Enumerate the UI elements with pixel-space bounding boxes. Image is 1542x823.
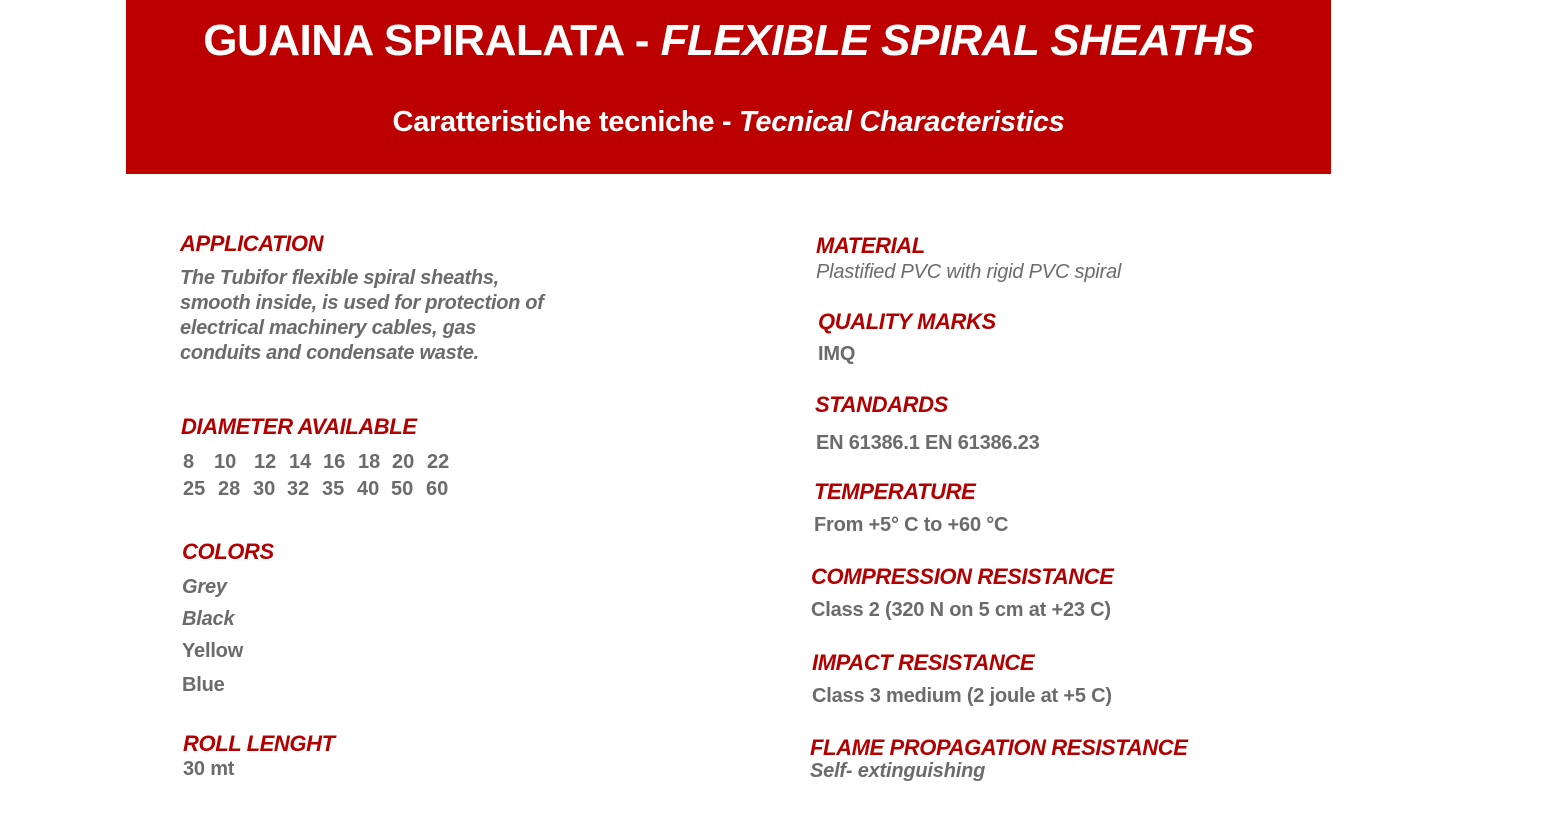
title-italian: GUAINA SPIRALATA - bbox=[203, 16, 661, 65]
diameter-value: 60 bbox=[426, 478, 449, 500]
diameter-value: 20 bbox=[392, 451, 415, 473]
diameter-value: 12 bbox=[254, 451, 277, 473]
temperature-value: From +5° C to +60 °C bbox=[814, 514, 1009, 536]
impact-resistance-value: Class 3 medium (2 joule at +5 C) bbox=[812, 685, 1112, 707]
compression-resistance-value: Class 2 (320 N on 5 cm at +23 C) bbox=[811, 599, 1111, 621]
temperature-heading: TEMPERATURE bbox=[814, 479, 976, 504]
standards-heading: STANDARDS bbox=[815, 392, 948, 417]
application-line: electrical machinery cables, gas bbox=[180, 317, 477, 339]
diameter-heading: DIAMETER AVAILABLE bbox=[181, 414, 417, 439]
diameter-value: 25 bbox=[183, 478, 206, 500]
application-line: conduits and condensate waste. bbox=[180, 342, 479, 364]
roll-length-value: 30 mt bbox=[183, 758, 235, 780]
title-english: FLEXIBLE SPIRAL SHEATHS bbox=[660, 16, 1254, 65]
diameter-value: 16 bbox=[323, 451, 346, 473]
subtitle-english: Tecnical Characteristics bbox=[739, 106, 1065, 138]
subtitle-italian: Caratteristiche tecniche - bbox=[392, 106, 740, 138]
page-title bbox=[126, 16, 1331, 66]
colors-heading: COLORS bbox=[182, 539, 274, 564]
quality-marks-value: IMQ bbox=[818, 343, 856, 365]
application-line: smooth inside, is used for protection of bbox=[180, 292, 544, 314]
application-line: The Tubifor flexible spiral sheaths, bbox=[180, 267, 499, 289]
diameter-value: 50 bbox=[391, 478, 414, 500]
compression-resistance-heading: COMPRESSION RESISTANCE bbox=[811, 564, 1114, 589]
title-banner bbox=[126, 0, 1331, 174]
application-text bbox=[180, 266, 544, 366]
diameter-value: 22 bbox=[427, 451, 450, 473]
diameter-value: 30 bbox=[253, 478, 276, 500]
application-heading: APPLICATION bbox=[180, 231, 324, 256]
flame-resistance-value: Self- extinguishing bbox=[810, 760, 986, 782]
diameter-value: 35 bbox=[322, 478, 345, 500]
diameter-value: 40 bbox=[357, 478, 380, 500]
material-value: Plastified PVC with rigid PVC spiral bbox=[816, 261, 1122, 283]
color-item-black: Black bbox=[182, 608, 235, 630]
color-item-blue: Blue bbox=[182, 674, 225, 696]
diameter-value: 32 bbox=[287, 478, 310, 500]
diameter-value: 18 bbox=[358, 451, 381, 473]
roll-length-heading: ROLL LENGHT bbox=[183, 731, 335, 756]
page-subtitle bbox=[126, 106, 1331, 139]
standards-value: EN 61386.1 EN 61386.23 bbox=[816, 432, 1040, 454]
color-item-grey: Grey bbox=[182, 576, 227, 598]
material-heading: MATERIAL bbox=[816, 233, 925, 258]
diameter-value: 28 bbox=[218, 478, 241, 500]
flame-resistance-heading: FLAME PROPAGATION RESISTANCE bbox=[810, 735, 1188, 760]
diameter-value: 8 bbox=[183, 451, 195, 473]
diameter-value: 14 bbox=[289, 451, 312, 473]
impact-resistance-heading: IMPACT RESISTANCE bbox=[812, 650, 1035, 675]
color-item-yellow: Yellow bbox=[182, 640, 244, 662]
diameter-value: 10 bbox=[214, 451, 237, 473]
quality-marks-heading: QUALITY MARKS bbox=[818, 309, 996, 334]
